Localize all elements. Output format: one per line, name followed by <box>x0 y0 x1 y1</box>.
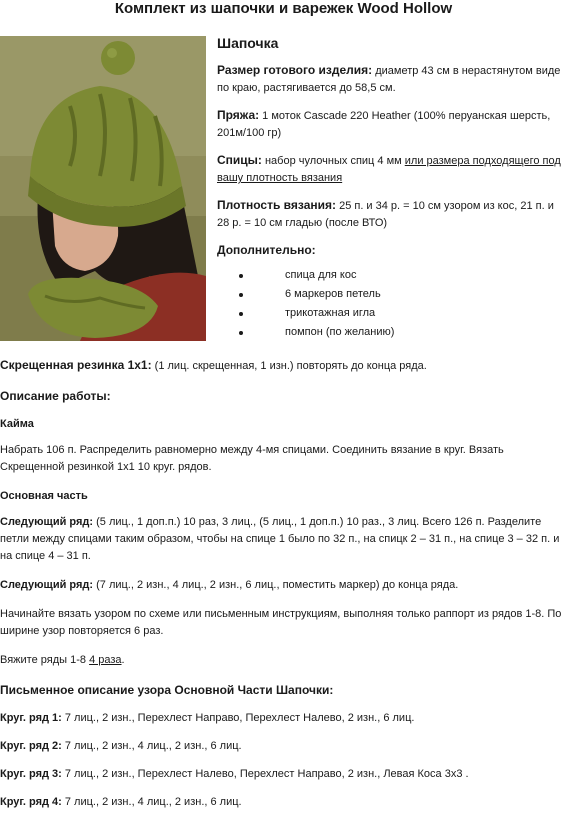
instructions <box>0 356 563 822</box>
pattern-row-label: Круг. ряд 4: <box>0 795 62 808</box>
yarn-text: 1 моток Cascade 220 Heather (100% перуанская шерсть, 201м/100 гр) <box>217 110 551 140</box>
rib-paragraph <box>0 356 563 375</box>
next-row-text: (5 лиц., 1 доп.п.) 10 раз, 3 лиц., (5 лиц., 1 доп.п.) 10 раз., 3 лиц. Всего 126 п. Разделите петли между спицами таким образом, чтобы на спице 1 было по 32 п., на спицк 2 – 31 п., на спице 3 – 32 п. и на спице 4 – 31 п. <box>0 515 560 562</box>
yarn-paragraph <box>217 106 563 142</box>
written-pattern-heading: Письменное описание узора Основной Части Шапочки: <box>0 683 334 698</box>
needles-link[interactable]: или размера подходящего под вашу плотность вязания <box>217 155 561 185</box>
pattern-row-text: 7 лиц., 2 изн., 4 лиц., 2 изн., 6 лиц. <box>61 795 242 808</box>
next-row-label: Следующий ряд: <box>0 515 94 528</box>
size-text: диаметр 43 см в нерастянутом виде по краю, растягивается до 58,5 см. <box>217 65 561 95</box>
pattern-row <box>0 794 563 811</box>
repeat-link[interactable]: 4 раза <box>89 654 122 667</box>
page-title: Комплект из шапочки и варежек Wood Hollow <box>114 0 453 17</box>
needles-text: набор чулочных спиц 4 мм <box>261 155 405 168</box>
size-label: Размер готового изделия: <box>217 63 373 77</box>
hat-heading: Шапочка <box>217 35 279 51</box>
pattern-row-label: Круг. ряд 2: <box>0 739 62 752</box>
pattern-paragraph: Начинайте вязать узором по схеме или письменным инструкциям, выполняя только раппорт из рядов 1-8. По ширине узор повторяется 6 раз. <box>0 608 562 638</box>
next-row-paragraph-2 <box>0 577 563 594</box>
edge-heading: Кайма <box>0 417 34 430</box>
repeat-text: Вяжите ряды 1-8 <box>0 654 90 667</box>
next-row-text: (7 лиц., 2 изн., 4 лиц., 2 изн., 6 лиц., поместить маркер) до конца ряда. <box>93 578 459 591</box>
pattern-row-label: Круг. ряд 1: <box>0 711 62 724</box>
hat-info <box>217 34 563 342</box>
extras-label: Дополнительно: <box>217 243 316 258</box>
next-row-label: Следующий ряд: <box>0 578 94 591</box>
rib-label: Скрещенная резинка 1х1: <box>0 358 152 372</box>
main-part-heading: Основная часть <box>0 489 88 502</box>
needles-paragraph <box>217 151 563 187</box>
repeat-paragraph <box>0 652 563 669</box>
pattern-row <box>0 710 563 727</box>
pattern-row-label: Круг. ряд 3: <box>0 767 62 780</box>
woman-wearing-knit-hat-illustration <box>0 36 206 341</box>
gauge-label: Плотность вязания: <box>217 198 337 213</box>
next-row-paragraph-1 <box>0 514 563 565</box>
repeat-end: . <box>121 654 125 667</box>
rib-text: (1 лиц. скрещенная, 1 изн.) повторять до конца ряда. <box>151 360 427 372</box>
gauge-paragraph <box>217 196 563 232</box>
size-paragraph <box>217 61 563 97</box>
list-item: помпон (по желанию) <box>217 323 563 342</box>
pattern-row <box>0 766 563 783</box>
pattern-row-text: 7 лиц., 2 изн., 4 лиц., 2 изн., 6 лиц. <box>61 739 242 752</box>
pattern-row <box>0 738 563 755</box>
edge-paragraph: Набрать 106 п. Распределить равномерно между 4-мя спицами. Соединить вязание в круг. Вязать Скрещенной резинкой 1х1 10 круг. рядов. <box>0 443 504 473</box>
extras-list <box>217 266 563 342</box>
pattern-row-text: 7 лиц., 2 изн., Перехлест Налево, Перехлест Направо, 2 изн., Левая Коса 3х3 . <box>61 767 469 780</box>
list-item: спица для кос <box>217 266 563 285</box>
yarn-label: Пряжа: <box>217 108 260 123</box>
list-item: трикотажная игла <box>217 304 563 323</box>
needles-label: Спицы: <box>217 153 262 168</box>
description-heading: Описание работы: <box>0 389 111 404</box>
pattern-row-text: 7 лиц., 2 изн., Перехлест Направо, Перехлест Налево, 2 изн., 6 лиц. <box>61 711 415 724</box>
hat-photo <box>0 36 206 341</box>
list-item: 6 маркеров петель <box>217 285 563 304</box>
gauge-text: 25 п. и 34 р. = 10 см узором из кос, 21 п. и 28 р. = 10 см гладью (после ВТО) <box>217 200 554 230</box>
